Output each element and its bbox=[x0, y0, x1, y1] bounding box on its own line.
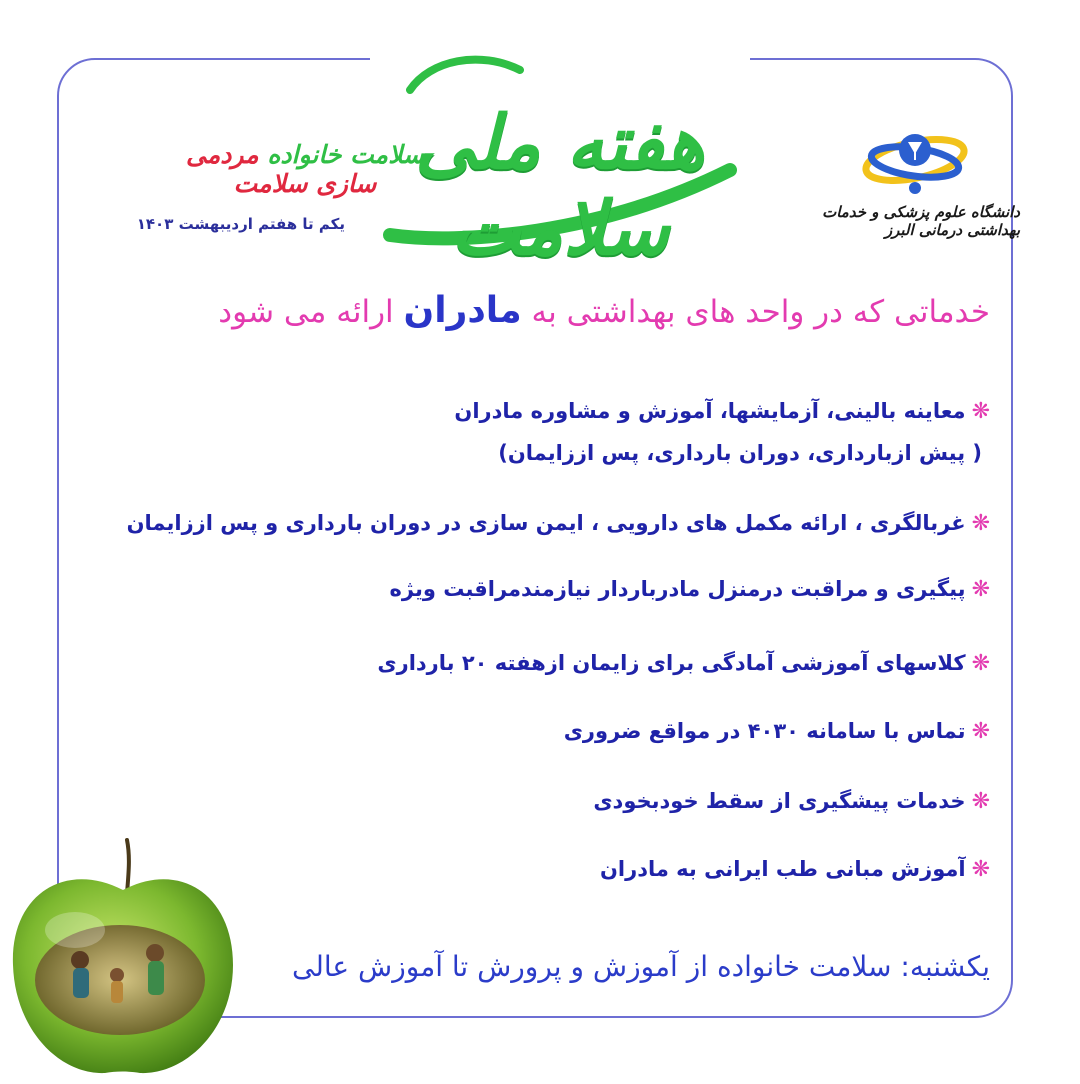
main-title-text: هفته ملی سلامت bbox=[414, 100, 706, 272]
headline-part2: ارائه می شود bbox=[218, 294, 394, 330]
list-item bbox=[377, 647, 990, 680]
flower-bullet-icon: ❋ bbox=[971, 577, 990, 602]
list-item-text: ( پیش ازبارداری، دوران بارداری، پس اززایمان) bbox=[498, 441, 982, 465]
list-item bbox=[564, 715, 990, 748]
list-item-text: آموزش مبانی طب ایرانی به مادران bbox=[600, 857, 966, 881]
list-item bbox=[390, 573, 990, 606]
headline-part1: خدماتی که در واحد های بهداشتی به bbox=[531, 294, 990, 330]
list-item-text: تماس با سامانه ۴۰۳۰ در مواقع ضروری bbox=[563, 719, 966, 743]
flower-bullet-icon: ❋ bbox=[971, 719, 990, 744]
university-name: دانشگاه علوم پزشکی و خدمات بهداشتی درمانی البرز bbox=[822, 203, 1020, 239]
flower-bullet-icon: ❋ bbox=[971, 511, 990, 536]
university-logo-icon bbox=[860, 120, 970, 200]
list-item bbox=[593, 785, 990, 818]
flower-bullet-icon: ❋ bbox=[971, 789, 990, 814]
headline-emphasis: مادران bbox=[403, 290, 522, 331]
flower-bullet-icon: ❋ bbox=[971, 651, 990, 676]
list-item-text: پیگیری و مراقبت درمنزل مادرباردار نیازمندمراقبت ویژه bbox=[389, 577, 966, 601]
event-dates: یکم تا هفتم اردیبهشت ۱۴۰۳ bbox=[136, 215, 345, 233]
main-title bbox=[370, 20, 750, 272]
list-item-text: کلاسهای آموزشی آمادگی برای زایمان ازهفته ۲۰ بارداری bbox=[377, 651, 966, 675]
slogan bbox=[170, 140, 440, 198]
slogan-green: سلامت خانواده bbox=[267, 140, 424, 169]
slogan-red: مردمی سازی سلامت bbox=[186, 140, 377, 198]
list-item-text: خدمات پیشگیری از سقط خودبخودی bbox=[593, 789, 966, 813]
flower-bullet-icon: ❋ bbox=[971, 857, 990, 882]
list-item-text: معاینه بالینی، آزمایشها، آموزش و مشاوره مادران bbox=[454, 399, 966, 423]
list-item bbox=[127, 507, 990, 540]
headline bbox=[100, 290, 990, 331]
list-item bbox=[498, 437, 982, 469]
flower-bullet-icon: ❋ bbox=[971, 399, 990, 424]
list-item-text: غربالگری ، ارائه مکمل های دارویی ، ایمن سازی در دوران بارداری و پس اززایمان bbox=[126, 511, 966, 535]
list-item bbox=[600, 853, 990, 886]
list-item bbox=[454, 395, 990, 428]
green-apple-image bbox=[5, 835, 240, 1080]
footer-text: یکشنبه: سلامت خانواده از آموزش و پرورش تا آموزش عالی bbox=[292, 950, 990, 983]
